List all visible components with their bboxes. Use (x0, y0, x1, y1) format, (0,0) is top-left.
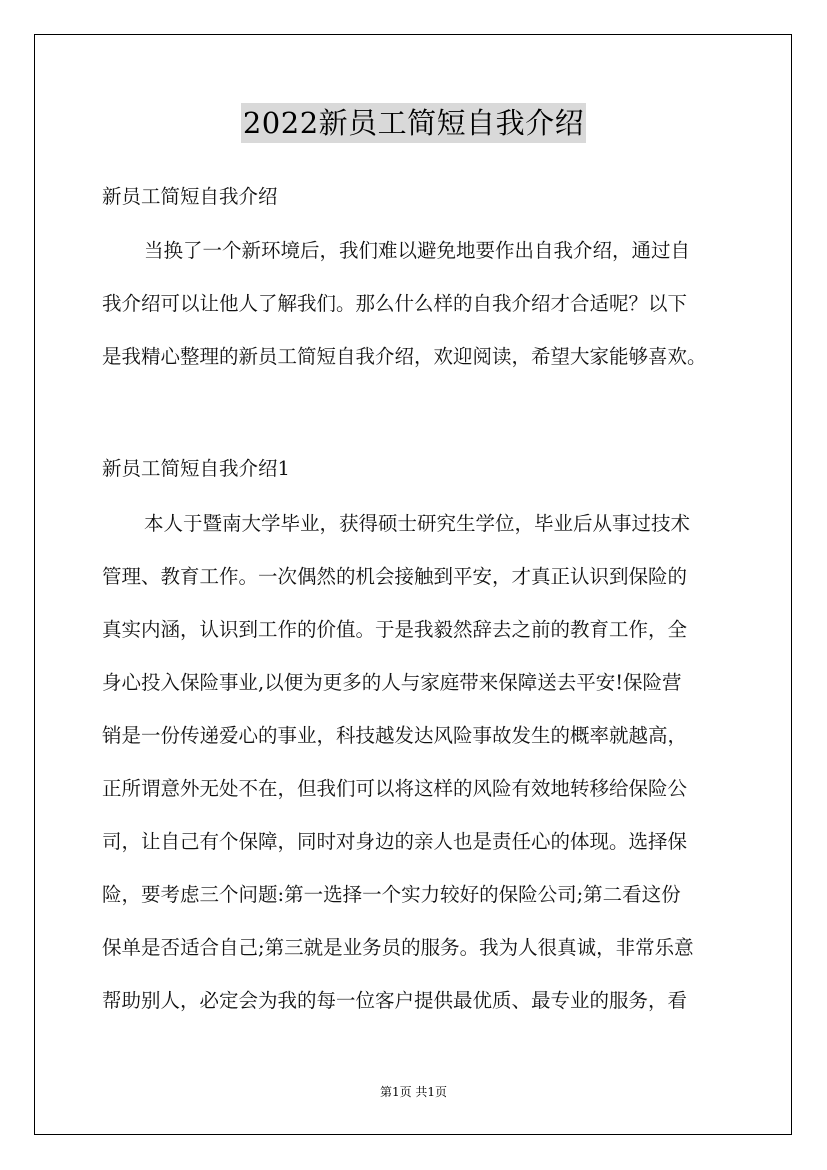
section-line: 保单是否适合自己;第三就是业务员的服务。我为人很真诚，非常乐意 (102, 936, 694, 959)
section-line: 管理、教育工作。一次偶然的机会接触到平安，才真正认识到保险的 (102, 565, 688, 588)
intro-line: 当换了一个新环境后，我们难以避免地要作出自我介绍，通过自 (144, 239, 691, 262)
section-line: 险，要考虑三个问题:第一选择一个实力较好的保险公司;第二看这份 (102, 883, 681, 906)
intro-line: 是我精心整理的新员工简短自我介绍，欢迎阅读，希望大家能够喜欢。 (102, 345, 707, 368)
document-title: 2022新员工简短自我介绍 (241, 103, 586, 143)
page-footer (0, 1083, 827, 1100)
section-line: 帮助别人，必定会为我的每一位客户提供最优质、最专业的服务，看 (102, 989, 688, 1012)
subtitle: 新员工简短自我介绍 (102, 185, 278, 208)
section-heading: 新员工简短自我介绍1 (102, 457, 290, 480)
section-line: 真实内涵，认识到工作的价值。于是我毅然辞去之前的教育工作，全 (102, 618, 688, 641)
section-line: 销是一份传递爱心的事业，科技越发达风险事故发生的概率就越高， (102, 724, 688, 747)
section-line: 身心投入保险事业,以便为更多的人与家庭带来保障送去平安!保险营 (102, 671, 682, 694)
section-line: 本人于暨南大学毕业，获得硕士研究生学位，毕业后从事过技术 (144, 512, 691, 535)
section-line: 正所谓意外无处不在，但我们可以将这样的风险有效地转移给保险公 (102, 777, 688, 800)
section-line: 司，让自己有个保障，同时对身边的亲人也是责任心的体现。选择保 (102, 830, 688, 853)
title-container (0, 103, 827, 143)
intro-line: 我介绍可以让他人了解我们。那么什么样的自我介绍才合适呢？以下 (102, 292, 688, 315)
page-number: 第1页 共1页 (379, 1085, 448, 1099)
